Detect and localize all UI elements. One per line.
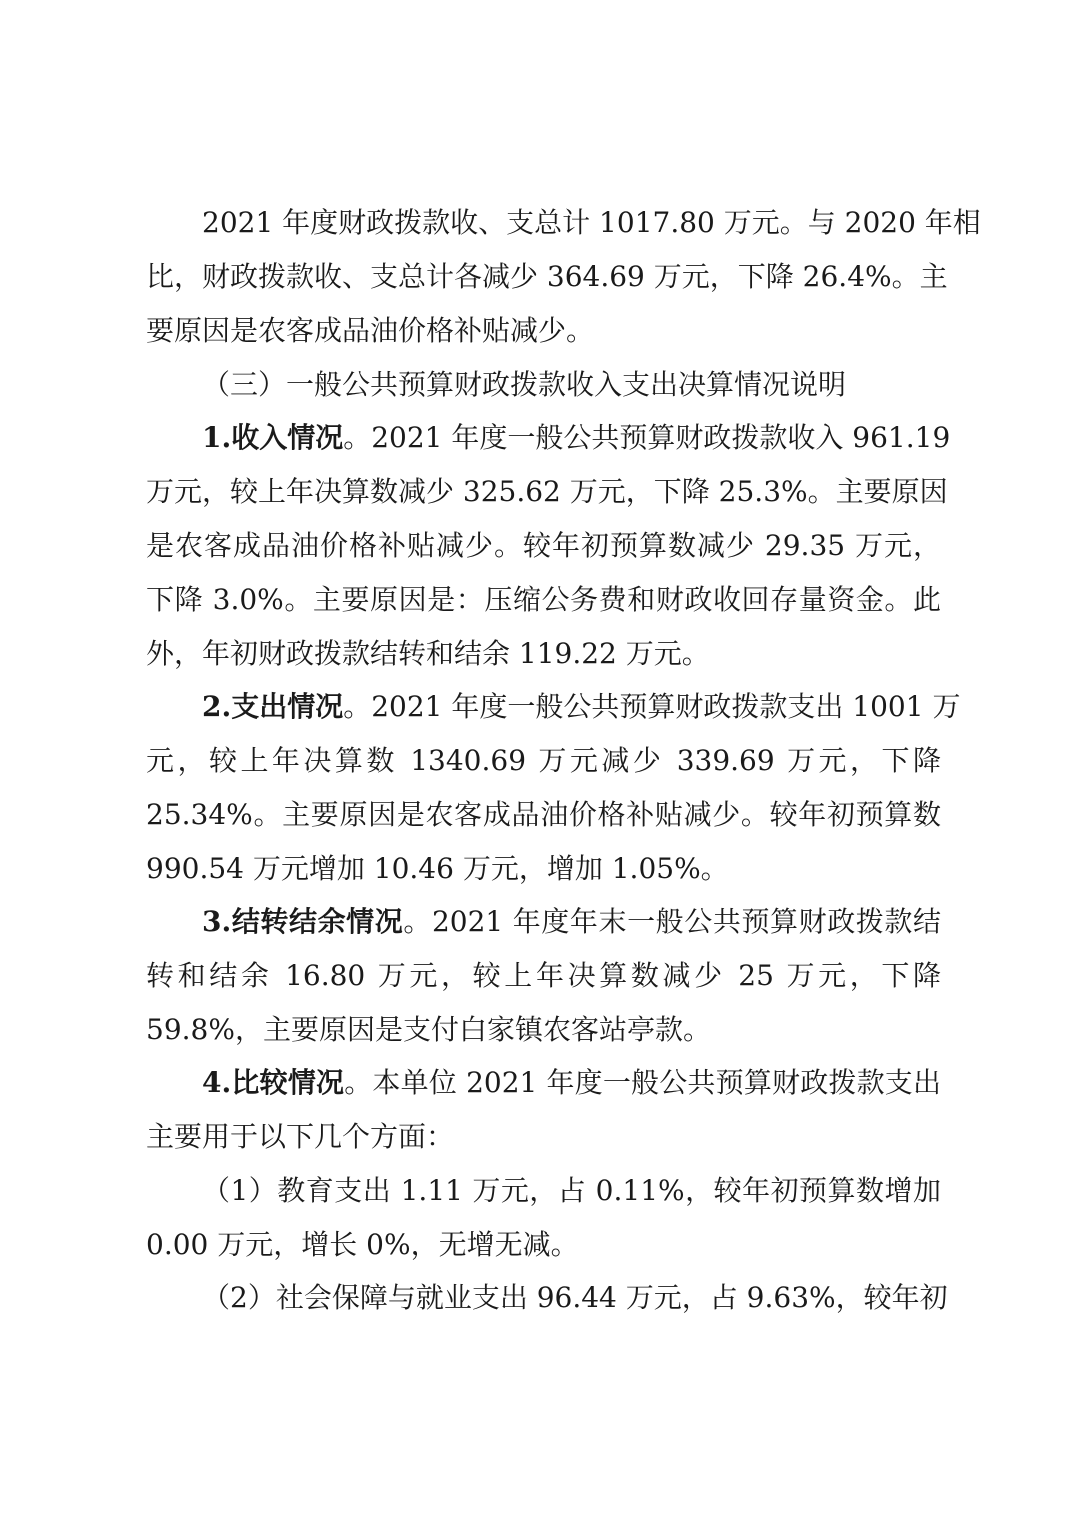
income-line-2: 万元，较上年决算数减少 325.62 万元，下降 25.3%。主要原因: [146, 475, 948, 508]
expenditure-label: 2.支出情况: [202, 690, 344, 723]
expenditure-line-2: 元，较上年决算数 1340.69 万元减少 339.69 万元，下降: [146, 744, 941, 777]
income-label: 1.收入情况: [202, 421, 344, 454]
paragraph-1-line-1: 2021 年度财政拨款收、支总计 1017.80 万元。与 2020 年相: [202, 206, 981, 239]
income-line-1: [202, 411, 951, 465]
expenditure-line-4: 990.54 万元增加 10.46 万元，增加 1.05%。: [146, 852, 729, 885]
income-line-5: 外，年初财政拨款结转和结余 119.22 万元。: [146, 637, 710, 670]
comparison-line-2: 主要用于以下几个方面：: [146, 1120, 455, 1153]
comparison-line-1: [202, 1056, 941, 1110]
carryover-text: 。2021 年度年末一般公共预算财政拨款结: [403, 905, 941, 938]
expenditure-text: 。2021 年度一般公共预算财政拨款支出 1001 万: [343, 690, 961, 723]
income-text: 。2021 年度一般公共预算财政拨款收入 961.19: [343, 421, 951, 454]
expenditure-line-3: 25.34%。主要原因是农客成品油价格补贴减少。较年初预算数: [146, 798, 941, 831]
carryover-label: 3.结转结余情况: [202, 905, 404, 938]
carryover-line-1: [202, 895, 941, 949]
item-1-line-2: 0.00 万元，增长 0%，无增无减。: [146, 1228, 579, 1261]
item-2-line-1: （2）社会保障与就业支出 96.44 万元，占 9.63%，较年初: [202, 1281, 948, 1314]
income-line-4: 下降 3.0%。主要原因是：压缩公务费和财政收回存量资金。此: [146, 583, 941, 616]
comparison-label: 4.比较情况: [202, 1066, 345, 1099]
expenditure-line-1: [202, 680, 961, 734]
comparison-text: 。本单位 2021 年度一般公共预算财政拨款支出: [344, 1066, 942, 1099]
carryover-line-3: 59.8%，主要原因是支付白家镇农客站亭款。: [146, 1013, 711, 1046]
paragraph-1-line-2: 比，财政拨款收、支总计各减少 364.69 万元，下降 26.4%。主: [146, 260, 948, 293]
item-1-line-1: （1）教育支出 1.11 万元，占 0.11%，较年初预算数增加: [202, 1174, 941, 1207]
section-heading: （三）一般公共预算财政拨款收入支出决算情况说明: [202, 368, 847, 401]
carryover-line-2: 转和结余 16.80 万元，较上年决算数减少 25 万元，下降: [146, 959, 941, 992]
paragraph-1-line-3: 要原因是农客成品油价格补贴减少。: [146, 314, 595, 347]
income-line-3: 是农客成品油价格补贴减少。较年初预算数减少 29.35 万元，: [146, 529, 941, 562]
